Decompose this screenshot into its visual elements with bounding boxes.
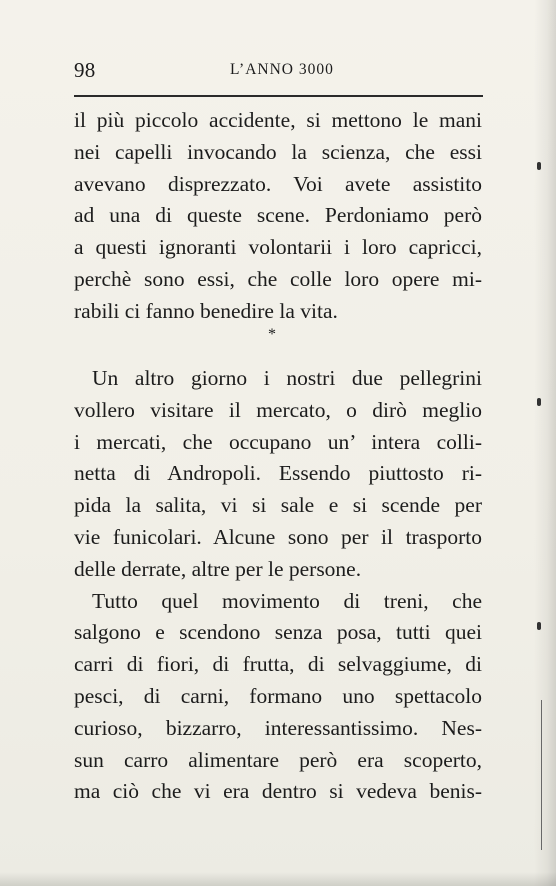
paragraph-continued [74,105,482,328]
text-line: Tutto quel movimento di treni, che [92,588,482,613]
text-line: salgono e scendono senza posa, tutti quei [74,620,482,645]
text-line: perchè sono essi, che colle loro opere mi- [74,266,482,291]
text-line: nei capelli invocando la scienza, che essi [74,139,482,164]
text-line: ad una di queste scene. Perdoniamo però [74,203,482,228]
text-line: delle derrate, altre per le persone. [74,556,362,581]
text-line: il più piccolo accidente, si mettono le mani [74,108,482,132]
text-line: sun carro alimentare però era scoperto, [74,747,482,772]
text-line: i mercati, che occupano un’ intera colli- [74,429,482,454]
text-line: ma ciò che vi era dentro si vedeva benis- [74,779,482,804]
page-number: 98 [74,58,96,82]
section-separator: * [268,326,276,343]
page-header [74,58,482,82]
page-bottom-shadow [0,872,556,886]
text-line: vollero visitare il mercato, o dirò meglio [74,397,482,422]
running-title: L’ANNO 3000 [230,61,334,78]
text-line: pesci, di carni, formano uno spettacolo [74,683,482,708]
text-line: pida la salita, vi si sale e si scende per [74,493,482,518]
paragraph-section [74,363,482,808]
text-line: avevano disprezzato. Voi avete assistito [74,171,482,196]
page-edge-shadow [534,0,556,886]
header-rule [74,95,483,97]
text-line: rabili ci fanno benedire la vita. [74,298,338,323]
text-line: vie funicolari. Alcune sono per il trasporto [74,524,482,549]
text-line: netta di Andropoli. Essendo piuttosto ri- [74,461,482,486]
text-line: a questi ignoranti volontarii i loro capricci, [74,235,482,260]
text-line: Un altro giorno i nostri due pellegrini [92,366,482,390]
text-line: carri di fiori, di frutta, di selvaggiume, di [74,652,482,677]
text-line: curioso, bizzarro, interessantissimo. Nes- [74,715,482,740]
